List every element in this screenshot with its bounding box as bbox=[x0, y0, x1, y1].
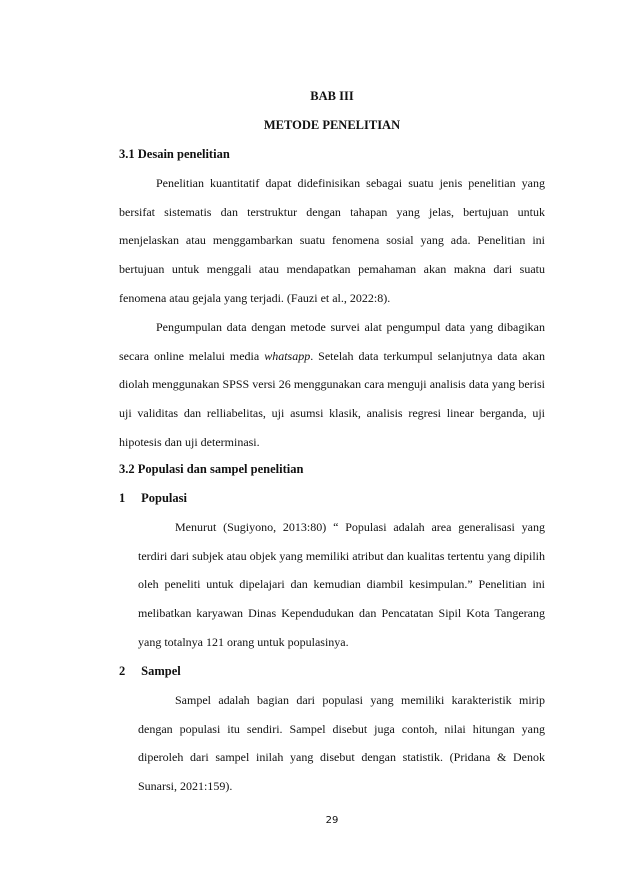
subheading-sampel bbox=[119, 664, 181, 679]
subheading-populasi bbox=[119, 491, 187, 506]
chapter-heading: BAB III bbox=[310, 89, 354, 103]
paragraph-populasi: Menurut (Sugiyono, 2013:80) “ Populasi adalah area generalisasi yang terdiri dari subjek atau objek yang memiliki atribut dan kualitas tertentu yang dipilih oleh peneliti untuk dipelajari dan kemudian diambil kesimpulan.” Penelitian ini melibatkan karyawan Dinas Kependudukan dan Pencatatan Sipil Kota Tangerang yang totalnya 121 orang untuk populasinya. bbox=[138, 520, 545, 649]
paragraph-desain-1: Penelitian kuantitatif dapat didefinisikan sebagai suatu jenis penelitian yang bersifat sistematis dan terstruktur dengan tahapan yang jelas, bertujuan untuk menjelaskan atau menggambarkan suatu fenomena sosial yang ada. Penelitian ini bertujuan untuk menggali atau mendapatkan pemahaman akan makna dari suatu fenomena atau gejala yang terjadi. (Fauzi et al., 2022:8). bbox=[119, 176, 545, 305]
section-heading-3-1: 3.1 Desain penelitian bbox=[119, 147, 230, 161]
italic-term: whatsapp bbox=[264, 348, 311, 363]
subheading-title: Populasi bbox=[141, 491, 187, 505]
paragraph-sampel: Sampel adalah bagian dari populasi yang memiliki karakteristik mirip dengan populasi itu sendiri. Sampel disebut juga contoh, nilai hitungan yang diperoleh dari sampel inilah yang disebut dengan statistik. (Pridana & Denok Sunarsi, 2021:159). bbox=[138, 693, 545, 794]
subheading-number: 1 bbox=[119, 491, 126, 505]
subheading-number: 2 bbox=[119, 664, 126, 678]
paragraph-text: Pengumpulan data dengan metode survei alat pengumpul data yang dibagikan secara online melalui media bbox=[119, 320, 545, 363]
subheading-title: Sampel bbox=[141, 664, 181, 678]
paragraph-text: . Setelah data terkumpul selanjutnya data akan diolah menggunakan SPSS versi 26 menggunakan cara menguji analisis data yang berisi uji validitas dan relliabelitas, uji asumsi klasik, analisis regresi linear berganda, uji hipotesis dan uji determinasi. bbox=[119, 348, 545, 449]
chapter-title: METODE PENELITIAN bbox=[263, 118, 401, 132]
paragraph-desain-2 bbox=[119, 313, 545, 457]
page-number: 29 bbox=[325, 815, 339, 826]
section-heading-3-2: 3.2 Populasi dan sampel penelitian bbox=[119, 462, 304, 476]
